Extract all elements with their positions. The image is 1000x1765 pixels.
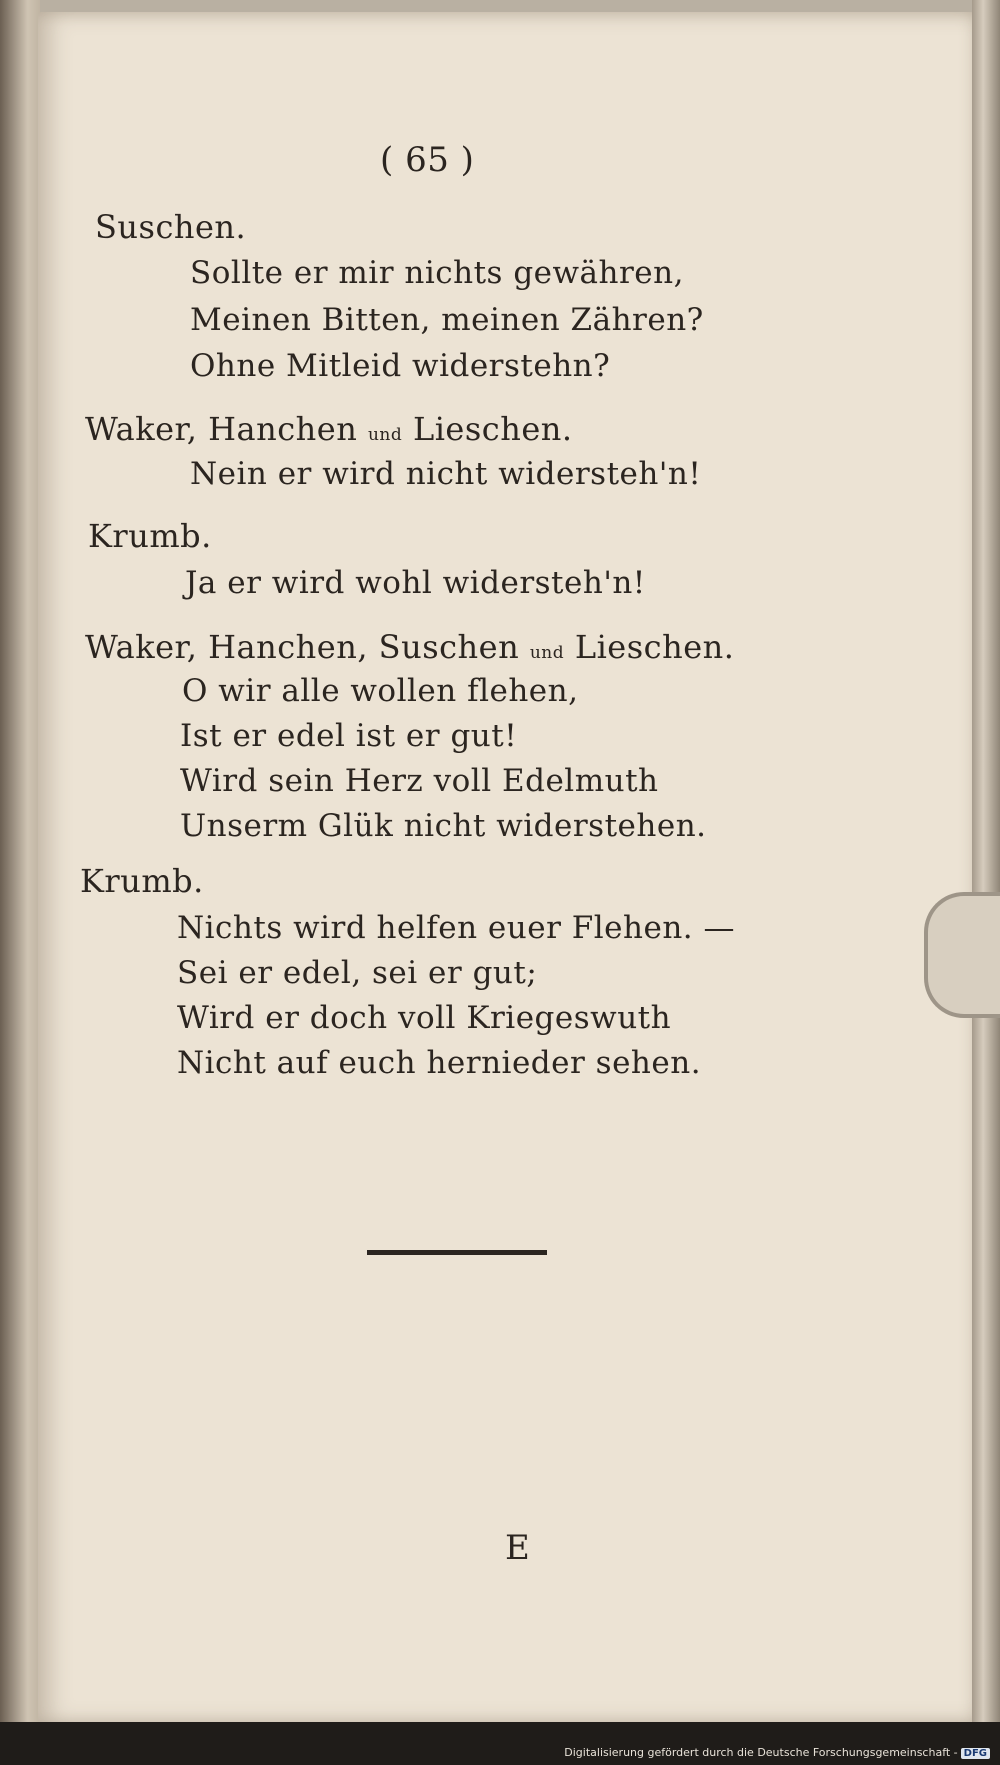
verse-line: Ja er wird wohl widersteh'n! (185, 565, 646, 601)
speaker-conjunction: und (529, 643, 565, 663)
credit-text: Digitalisierung gefördert durch die Deutsche Forschungsgemeinschaft - (564, 1746, 958, 1759)
page-number: ( 65 ) (380, 140, 475, 180)
end-rule (367, 1250, 547, 1255)
speaker-names: Waker, Hanchen, Suschen (85, 628, 520, 666)
speaker-krumb: Krumb. (80, 862, 204, 900)
speaker-name: Lieschen. (574, 628, 735, 666)
dfg-logo: DFG (961, 1748, 990, 1759)
speaker-suschen: Suschen. (95, 208, 247, 246)
verse-line: O wir alle wollen flehen, (182, 673, 579, 709)
verse-line: Wird er doch voll Kriegeswuth (177, 1000, 672, 1036)
page-clip (924, 892, 1000, 1018)
verse-line: Sei er edel, sei er gut; (177, 955, 538, 991)
speaker-group (85, 628, 734, 666)
speaker-names: Waker, Hanchen (85, 410, 358, 448)
verse-line: Meinen Bitten, meinen Zähren? (190, 302, 704, 338)
verse-line: Nicht auf euch hernieder sehen. (177, 1045, 702, 1081)
verse-line: Nichts wird helfen euer Flehen. — (177, 910, 736, 946)
speaker-krumb: Krumb. (88, 517, 212, 555)
verse-line: Ist er edel ist er gut! (180, 718, 518, 754)
verse-line: Nein er wird nicht widersteh'n! (190, 456, 702, 492)
digitization-credit (564, 1746, 990, 1759)
verse-line: Unserm Glük nicht widerstehen. (180, 808, 707, 844)
speaker-group (85, 410, 573, 448)
verse-line: Ohne Mitleid widerstehn? (190, 348, 611, 384)
speaker-conjunction: und (367, 425, 403, 445)
right-page-stack (972, 0, 1000, 1765)
signature-mark: E (505, 1528, 531, 1568)
speaker-name: Lieschen. (412, 410, 573, 448)
verse-line: Wird sein Herz voll Edelmuth (180, 763, 659, 799)
verse-line: Sollte er mir nichts gewähren, (190, 255, 684, 291)
